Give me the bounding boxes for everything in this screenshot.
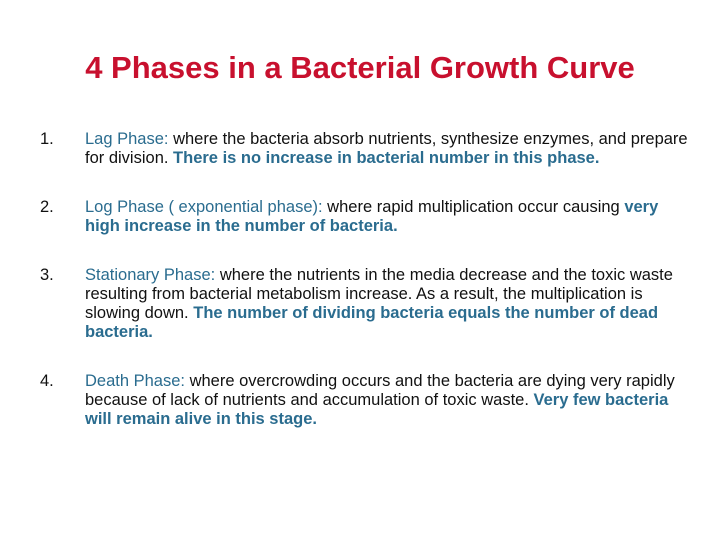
- item-number: 4.: [40, 372, 54, 390]
- phase-emphasis: There is no increase in bacterial number in this phase.: [173, 149, 600, 167]
- phase-term: Log Phase ( exponential phase):: [85, 198, 323, 216]
- phase-term: Death Phase:: [85, 372, 185, 390]
- phase-description: where overcrowding occurs and the bacteria are dying very rapidly because of lack of nutrients and accumulation of toxic waste.: [85, 372, 675, 409]
- phase-tail: .: [393, 217, 398, 235]
- list-item-log-phase: [40, 198, 690, 236]
- phase-description: where the bacteria absorb nutrients, synthesize enzymes, and prepare for division.: [85, 130, 688, 167]
- item-number: 2.: [40, 198, 54, 216]
- item-number: 3.: [40, 266, 54, 284]
- phase-term: Stationary Phase:: [85, 266, 216, 284]
- list-item-death-phase: [40, 372, 690, 429]
- page-title: 4 Phases in a Bacterial Growth Curve: [85, 50, 635, 85]
- list-item-lag-phase: [40, 130, 690, 168]
- phase-emphasis: Very few bacteria will remain alive in this stage.: [85, 391, 669, 428]
- phase-description: where the nutrients in the media decrease and the toxic waste resulting from bacterial metabolism increase. As a result, the multiplication is slowing down.: [85, 266, 673, 322]
- phase-list: [40, 130, 690, 429]
- phase-description: where rapid multiplication occur causing: [322, 198, 625, 216]
- phase-term: Lag Phase:: [85, 130, 169, 148]
- list-item-stationary-phase: [40, 266, 690, 342]
- item-number: 1.: [40, 130, 54, 148]
- phase-emphasis: very high increase in the number of bacteria: [85, 198, 659, 235]
- phase-emphasis: The number of dividing bacteria equals the number of dead bacteria.: [85, 304, 659, 341]
